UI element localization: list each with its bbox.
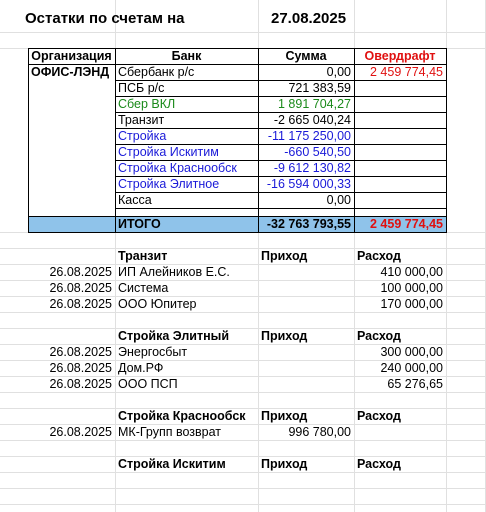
gridline — [0, 392, 486, 393]
organization-name[interactable]: ОФИС-ЛЭНД — [31, 65, 110, 79]
section-title[interactable]: Стройка Краснообск — [118, 409, 246, 423]
entry-name[interactable]: Дом.РФ — [118, 361, 164, 375]
entry-date[interactable]: 26.08.2025 — [49, 425, 112, 439]
bank-name[interactable]: ПСБ р/с — [118, 81, 165, 95]
bank-sum[interactable]: 1 891 704,27 — [278, 97, 351, 111]
bank-sum[interactable]: 721 383,59 — [288, 81, 351, 95]
bank-sum[interactable]: -9 612 130,82 — [273, 161, 351, 175]
gridline — [0, 504, 486, 505]
section-title[interactable]: Транзит — [118, 249, 168, 263]
expense-header: Расход — [357, 329, 401, 343]
gridline — [0, 312, 486, 313]
income-header: Приход — [261, 329, 308, 343]
expense-header: Расход — [357, 457, 401, 471]
expense-header: Расход — [357, 249, 401, 263]
entry-date[interactable]: 26.08.2025 — [49, 297, 112, 311]
income-header: Приход — [261, 409, 308, 423]
table-border — [446, 48, 447, 233]
section-title[interactable]: Стройка Искитим — [118, 457, 226, 471]
entry-name[interactable]: ООО ПСП — [118, 377, 178, 391]
entry-name[interactable]: Энергосбыт — [118, 345, 188, 359]
bank-sum[interactable]: 0,00 — [326, 193, 351, 207]
report-date[interactable]: 27.08.2025 — [271, 10, 347, 27]
total-sum[interactable]: -32 763 793,55 — [266, 217, 351, 231]
gridline — [0, 32, 486, 33]
entry-name[interactable]: Система — [118, 281, 169, 295]
entry-name[interactable]: ИП Алейников Е.С. — [118, 265, 230, 279]
income-header: Приход — [261, 249, 308, 263]
entry-income[interactable]: 996 780,00 — [288, 425, 351, 439]
table-border — [28, 232, 446, 233]
gridline — [0, 488, 486, 489]
income-header: Приход — [261, 457, 308, 471]
entry-expense[interactable]: 240 000,00 — [380, 361, 443, 375]
bank-name[interactable]: Транзит — [118, 113, 165, 127]
bank-sum[interactable]: -11 175 250,00 — [267, 129, 351, 143]
entry-date[interactable]: 26.08.2025 — [49, 265, 112, 279]
header-overdraft: Овердрафт — [364, 49, 436, 63]
bank-name[interactable]: Стройка Элитное — [118, 177, 220, 191]
bank-sum[interactable]: -660 540,50 — [284, 145, 351, 159]
total-overdraft[interactable]: 2 459 774,45 — [370, 217, 443, 231]
bank-name[interactable]: Сбер ВКЛ — [118, 97, 176, 111]
entry-expense[interactable]: 300 000,00 — [380, 345, 443, 359]
gridline — [0, 440, 486, 441]
total-label[interactable]: ИТОГО — [118, 217, 161, 231]
bank-name[interactable]: Касса — [118, 193, 152, 207]
header-bank: Банк — [171, 49, 202, 63]
bank-name[interactable]: Стройка — [118, 129, 167, 143]
bank-name[interactable]: Сбербанк р/с — [118, 65, 195, 79]
entry-expense[interactable]: 170 000,00 — [380, 297, 443, 311]
table-border — [115, 208, 446, 209]
entry-expense[interactable]: 65 276,65 — [387, 377, 443, 391]
bank-sum[interactable]: -16 594 000,33 — [266, 177, 351, 191]
bank-name[interactable]: Стройка Искитим — [118, 145, 219, 159]
header-sum: Сумма — [285, 49, 327, 63]
entry-expense[interactable]: 100 000,00 — [380, 281, 443, 295]
entry-date[interactable]: 26.08.2025 — [49, 377, 112, 391]
bank-sum[interactable]: 0,00 — [326, 65, 351, 79]
entry-expense[interactable]: 410 000,00 — [380, 265, 443, 279]
bank-overdraft[interactable]: 2 459 774,45 — [370, 65, 443, 79]
entry-name[interactable]: МК-Групп возврат — [118, 425, 222, 439]
entry-date[interactable]: 26.08.2025 — [49, 361, 112, 375]
sheet-title: Остатки по счетам на — [25, 10, 185, 27]
entry-name[interactable]: ООО Юпитер — [118, 297, 197, 311]
section-title[interactable]: Стройка Элитный — [118, 329, 230, 343]
bank-name[interactable]: Стройка Краснообск — [118, 161, 237, 175]
expense-header: Расход — [357, 409, 401, 423]
entry-date[interactable]: 26.08.2025 — [49, 281, 112, 295]
entry-date[interactable]: 26.08.2025 — [49, 345, 112, 359]
header-organization: Организация — [31, 49, 112, 63]
bank-sum[interactable]: -2 665 040,24 — [273, 113, 351, 127]
gridline — [0, 472, 486, 473]
